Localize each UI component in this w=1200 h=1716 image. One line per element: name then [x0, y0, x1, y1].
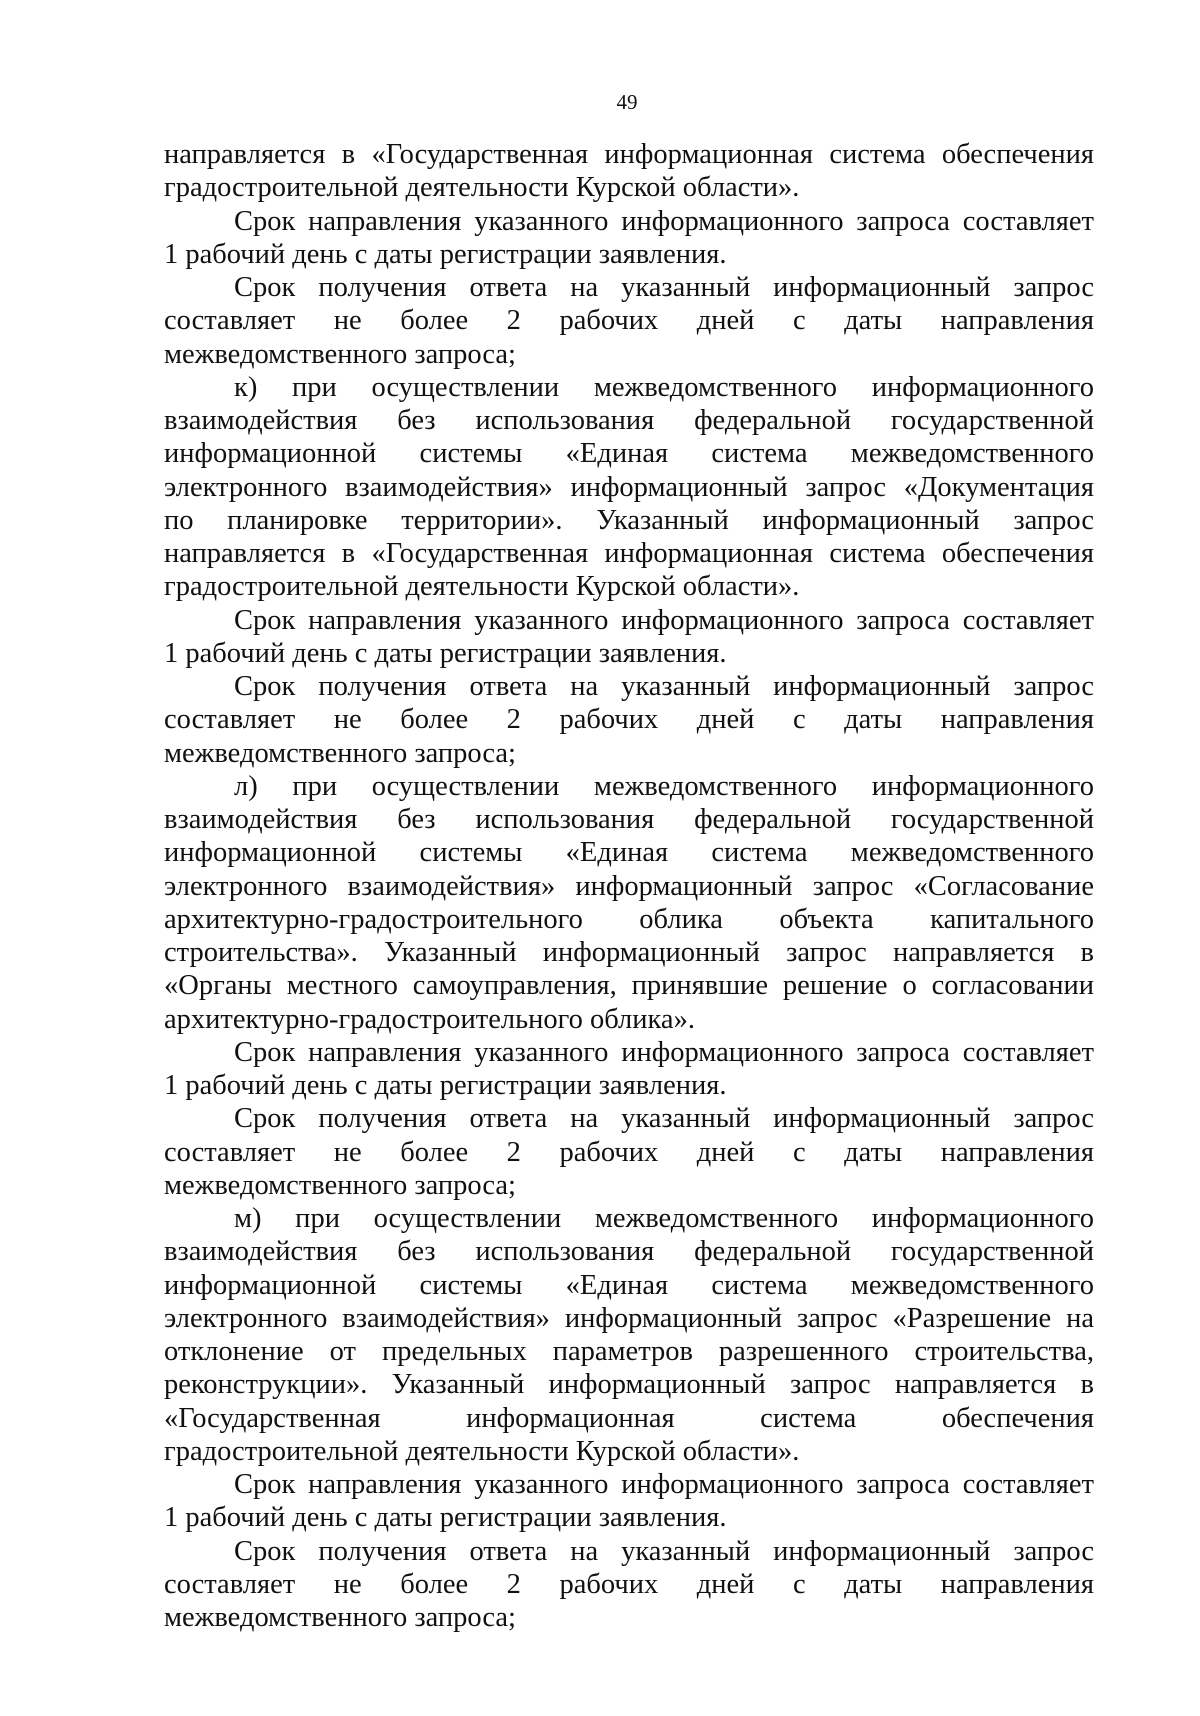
text-line: архитектурно-градостроительного облика». [164, 1003, 695, 1035]
paragraph [164, 1468, 1094, 1535]
paragraph [164, 670, 1094, 770]
paragraph [164, 271, 1094, 371]
text-line: Срок направления указанного информационного запроса составляет [234, 1036, 1094, 1068]
text-line: Срок получения ответа на указанный информационный запрос [234, 671, 1094, 702]
paragraph [164, 1202, 1094, 1468]
text-line: информационной системы «Единая система межведомственного [164, 1269, 1094, 1301]
text-line: межведомственного запроса; [164, 338, 516, 370]
text-line: градостроительной деятельности Курской области». [164, 571, 800, 603]
text-line: Срок получения ответа на указанный информационный запрос [234, 1535, 1094, 1567]
paragraph [164, 138, 1094, 205]
text-line: Срок направления указанного информационного запроса составляет [234, 205, 1094, 237]
text-line: Срок направления указанного информационного запроса составляет [234, 604, 1094, 636]
paragraph [164, 1036, 1094, 1103]
text-line: взаимодействия без использования федеральной государственной [164, 405, 1094, 436]
text-line: электронного взаимодействия» информационный запрос «Документация [164, 471, 1094, 503]
paragraph [164, 1102, 1094, 1202]
text-line: 1 рабочий день с даты регистрации заявления. [164, 238, 727, 270]
document-body [164, 138, 1094, 1634]
text-line: направляется в «Государственная информационная система обеспечения [164, 139, 1094, 170]
paragraph [164, 371, 1094, 604]
text-line: составляет не более 2 рабочих дней с даты направления [164, 1568, 1094, 1600]
text-line: направляется в «Государственная информационная система обеспечения [164, 538, 1094, 569]
paragraph [164, 770, 1094, 1036]
text-line: строительства». Указанный информационный запрос направляется в [164, 937, 1094, 968]
text-line: электронного взаимодействия» информационный запрос «Разрешение на [164, 1302, 1094, 1334]
text-line: взаимодействия без использования федеральной государственной [164, 804, 1094, 835]
text-line: л) при осуществлении межведомственного информационного [234, 770, 1094, 802]
text-line: реконструкции». Указанный информационный запрос направляется в [164, 1369, 1094, 1401]
paragraph [164, 604, 1094, 671]
text-line: информационной системы «Единая система межведомственного [164, 837, 1094, 869]
text-line: отклонение от предельных параметров разрешенного строительства, [164, 1336, 1094, 1367]
text-line: 1 рабочий день с даты регистрации заявления. [164, 637, 727, 669]
text-line: составляет не более 2 рабочих дней с даты направления [164, 704, 1094, 736]
text-line: составляет не более 2 рабочих дней с даты направления [164, 1136, 1094, 1168]
paragraph [164, 205, 1094, 272]
text-line: архитектурно-градостроительного облика объекта капитального [164, 903, 1094, 935]
text-line: межведомственного запроса; [164, 1602, 516, 1633]
text-line: м) при осуществлении межведомственного информационного [234, 1203, 1094, 1234]
text-line: градостроительной деятельности Курской области». [164, 1435, 800, 1467]
text-line: Срок получения ответа на указанный информационный запрос [234, 1103, 1094, 1135]
text-line: Срок получения ответа на указанный информационный запрос [234, 272, 1094, 303]
text-line: электронного взаимодействия» информационный запрос «Согласование [164, 870, 1094, 902]
text-line: межведомственного запроса; [164, 1169, 516, 1201]
text-line: составляет не более 2 рабочих дней с даты направления [164, 305, 1094, 337]
text-line: 1 рабочий день с даты регистрации заявления. [164, 1502, 727, 1534]
text-line: к) при осуществлении межведомственного информационного [234, 371, 1094, 403]
text-line: «Государственная информационная система обеспечения [164, 1402, 1094, 1434]
page-number: 49 [616, 90, 638, 114]
text-line: по планировке территории». Указанный информационный запрос [164, 504, 1094, 536]
text-line: градостроительной деятельности Курской области». [164, 172, 800, 204]
text-line: «Органы местного самоуправления, принявшие решение о согласовании [164, 970, 1094, 1002]
text-line: информационной системы «Единая система межведомственного [164, 438, 1094, 470]
paragraph [164, 1535, 1094, 1635]
text-line: Срок направления указанного информационного запроса составляет [234, 1469, 1094, 1500]
text-line: межведомственного запроса; [164, 737, 516, 769]
text-line: 1 рабочий день с даты регистрации заявления. [164, 1070, 727, 1101]
text-line: взаимодействия без использования федеральной государственной [164, 1236, 1094, 1268]
